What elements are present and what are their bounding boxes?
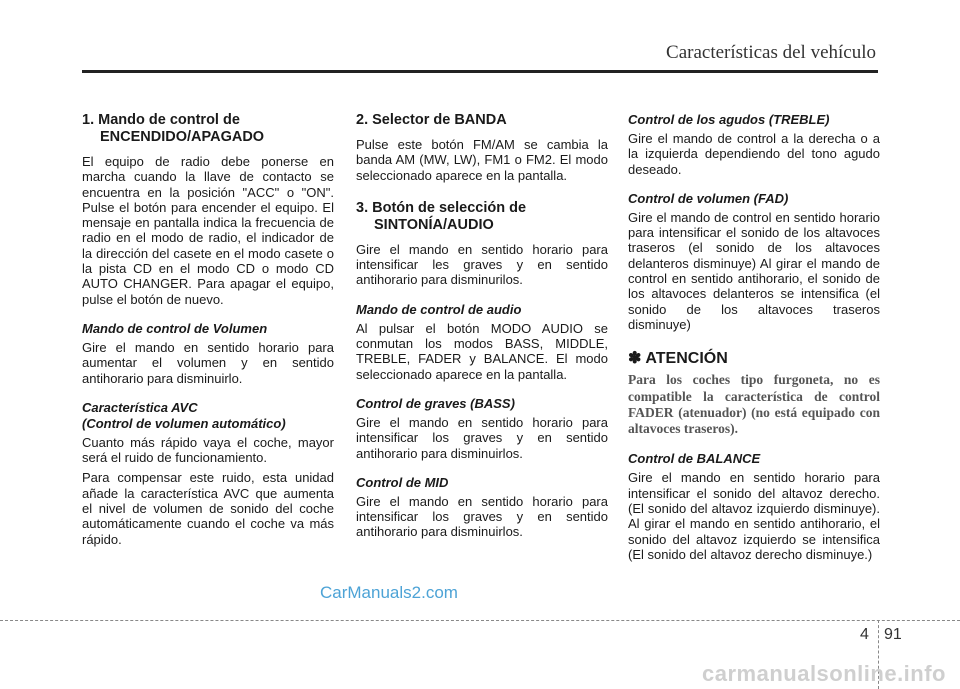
section-title-line1: Botón de selección de (372, 199, 527, 216)
paragraph: Gire el mando de control a la derecha o a la izquierda dependiendo del tono agudo deseado. (628, 131, 880, 177)
subheading-audio: Mando de control de audio (356, 301, 522, 317)
section-title-line2: ENCENDIDO/APAGADO (100, 129, 265, 145)
paragraph: Al pulsar el botón MODO AUDIO se conmutan los modos BASS, MIDDLE, TREBLE, FADER y BALANCE. El modo seleccionado aparece en la pantalla. (356, 320, 608, 382)
footer-divider (0, 620, 960, 621)
paragraph: Gire el mando en sentido horario para aumentar el volumen y en sentido antihorario para disminuirlo. (82, 339, 334, 386)
column-1 (82, 112, 334, 552)
subheading-line1: Característica AVC (82, 399, 198, 415)
section-heading-2: 2. Selector de BANDA (356, 112, 507, 128)
paragraph: Gire el mando en sentido horario para intensificar los graves y en sentido antihorario para disminuirlos. (356, 493, 608, 540)
column-3 (628, 112, 880, 567)
subheading-balance: Control de BALANCE (628, 451, 761, 467)
section-number: 1. (82, 112, 95, 128)
section-heading-3 (356, 200, 608, 234)
subheading-fad: Control de volumen (FAD) (628, 190, 789, 206)
subheading-line2: (Control de volumen automático) (82, 415, 286, 431)
paragraph: Para compensar este ruido, esta unidad añade la característica AVC que aumenta el nivel de volumen de sonido del coche automáticamente cuando el coche va más rápido. (82, 470, 334, 547)
chapter-number: 4 (860, 626, 869, 643)
asterisk-icon: ✽ (628, 350, 642, 368)
subheading-mid: Control de MID (356, 474, 449, 490)
caution-title: ATENCIÓN (645, 350, 728, 368)
section-number: 3. (356, 199, 369, 216)
paragraph: Gire el mando de control en sentido horario para intensificar el sonido de los altavoces traseros (el sonido de los altavoces delanteros disminuye) Al girar el mando de control en sentido antihorario, el sonido de los altavoces delanteros se intensifica (el sonido de los altavoces traseros disminuye) (628, 209, 880, 332)
section-heading-1 (82, 112, 334, 146)
page-header-title: Características del vehículo (666, 42, 876, 63)
site-watermark: carmanualsonline.info (702, 661, 946, 686)
subheading-volume: Mando de control de Volumen (82, 320, 268, 336)
subheading-treble: Control de los agudos (TREBLE) (628, 112, 830, 127)
column-2 (356, 112, 608, 545)
subheading-avc (82, 400, 334, 432)
paragraph: Pulse este botón FM/AM se cambia la banda AM (MW, LW), FM1 o FM2. El modo seleccionado aparece en la pantalla. (356, 137, 608, 183)
paragraph: El equipo de radio debe ponerse en marcha cuando la llave de contacto se encuentra en la posición "ACC" o "ON". Pulse el botón para encender el equipo. El mensaje en pantalla indica la frecuencia de radio en el modo de radio, el indicador de la dirección del casete en el modo casete o la pista CD en el modo CD o modo CD AUTO CHANGER. Para apagar el equipo, pulse el botón de nuevo. (82, 154, 334, 307)
paragraph: Gire el mando en sentido horario para intensificar los graves y en sentido antihorario para disminuirlos. (356, 414, 608, 461)
header-divider (82, 70, 878, 73)
paragraph: Gire el mando en sentido horario para intensificar el sonido del altavoz derecho. (El sonido del altavoz izquierdo disminuye). Al girar el mando en sentido antihorario, el sonido del altavoz izquierdo se intensifica (El sonido del altavoz derecho disminuye.) (628, 470, 880, 562)
paragraph: Cuanto más rápido vaya el coche, mayor será el ruido de funcionamiento. (82, 434, 334, 466)
subheading-bass: Control de graves (BASS) (356, 395, 515, 411)
section-title-line2: SINTONÍA/AUDIO (374, 216, 494, 233)
section-title-line1: Mando de control de (98, 112, 240, 128)
caution-text: Para los coches tipo furgoneta, no es compatible la característica de control FADER (atenuador) (no está equipado con altavoces traseros). (628, 372, 880, 437)
watermark-link[interactable]: CarManuals2.com (320, 583, 458, 602)
caution-heading (628, 348, 880, 368)
paragraph: Gire el mando en sentido horario para intensificar les graves y en sentido antihorario para disminurilos. (356, 241, 608, 288)
page-number: 91 (884, 626, 902, 643)
